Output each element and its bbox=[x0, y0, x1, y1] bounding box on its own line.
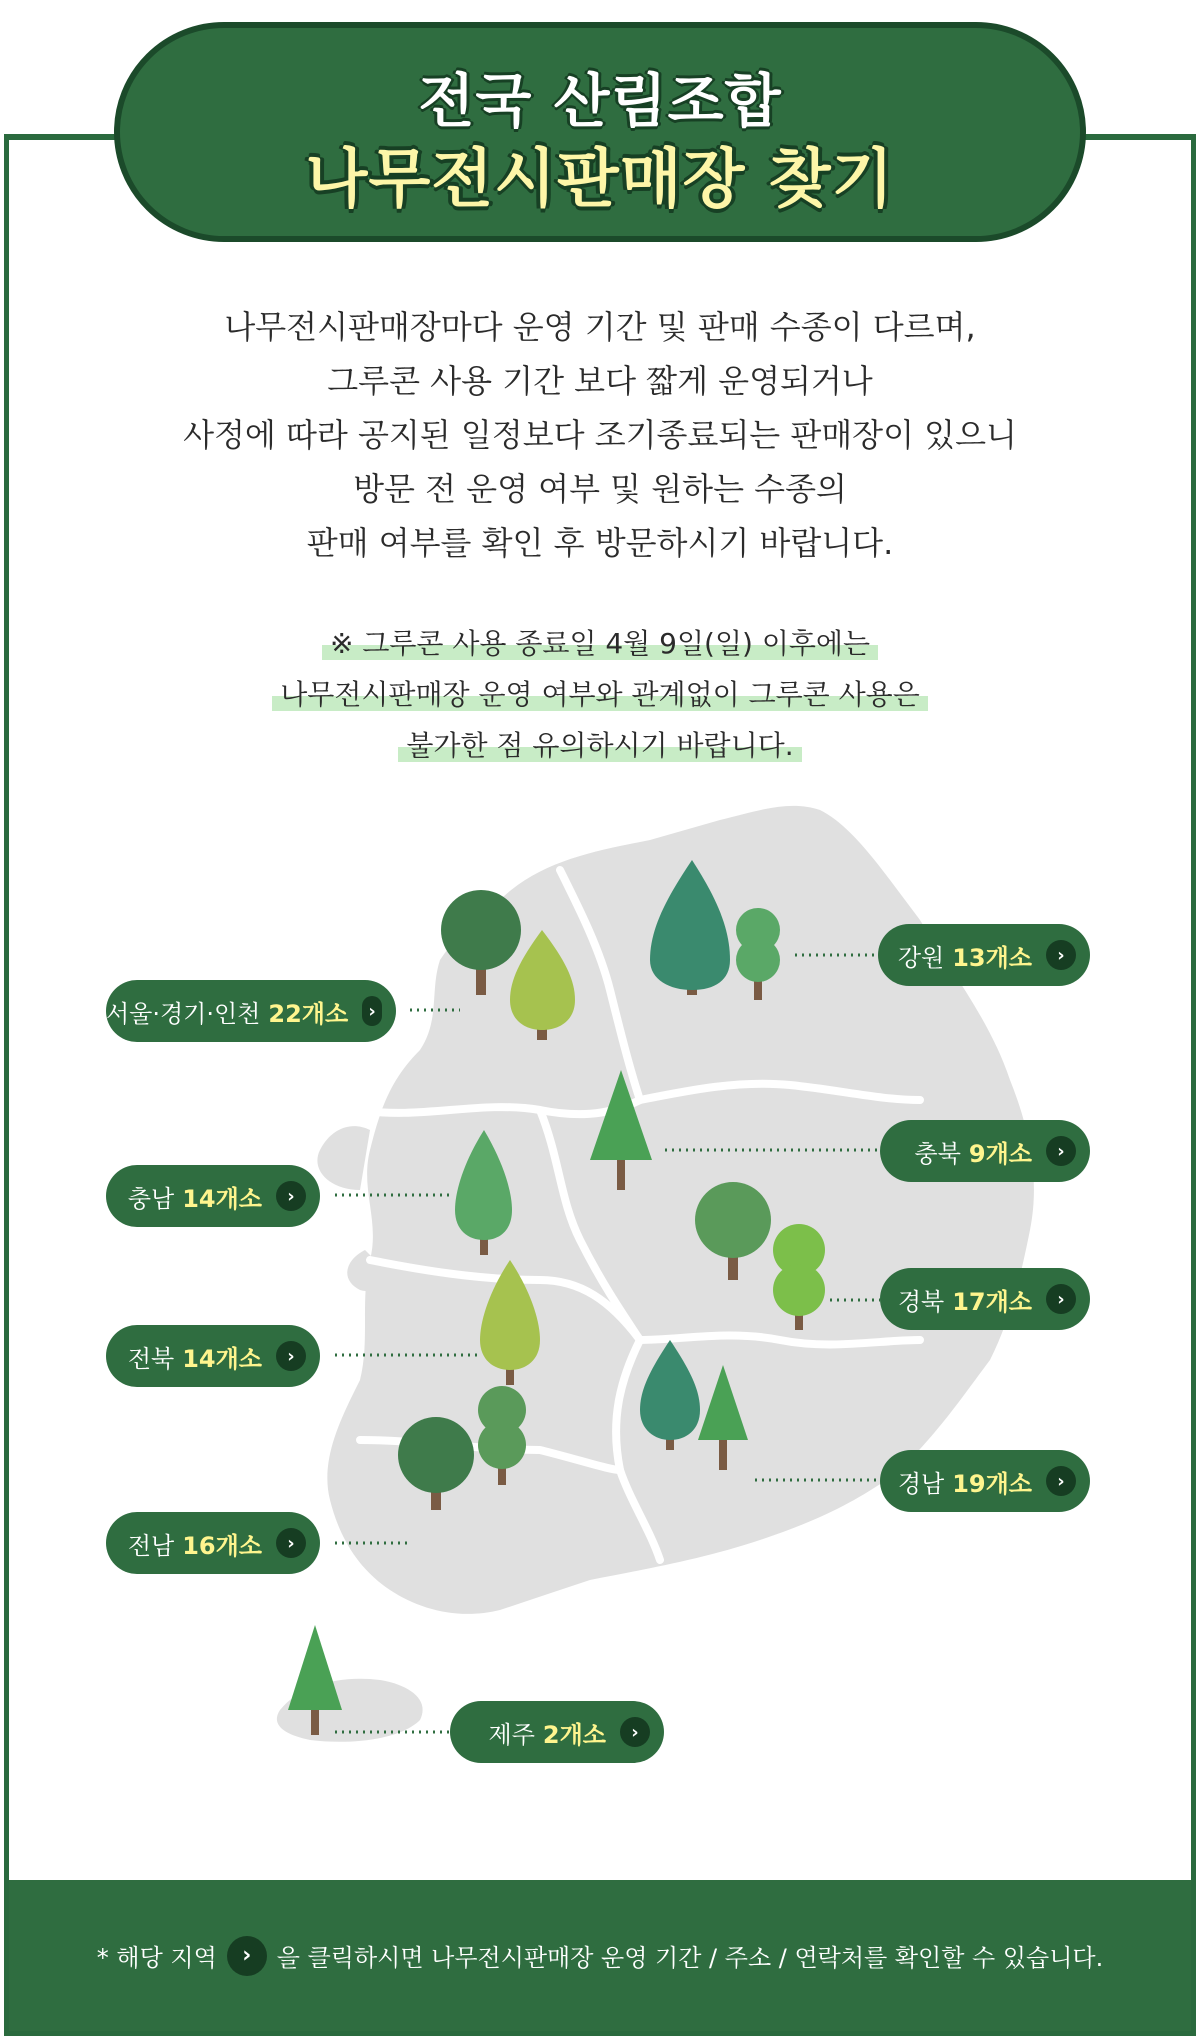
region-count: 22개소 bbox=[268, 999, 349, 1028]
footer-suffix: 을 클릭하시면 나무전시판매장 운영 기간 / 주소 / 연락처를 확인할 수 있습니다. bbox=[276, 1944, 1104, 1972]
region-label: 충남 bbox=[127, 1184, 175, 1213]
region-label: 서울·경기·인천 bbox=[106, 999, 261, 1028]
region-count: 17개소 bbox=[952, 1287, 1032, 1316]
title-line-1: 전국 산림조합 bbox=[418, 67, 782, 135]
chevron-right-icon: › bbox=[276, 1181, 306, 1211]
region-button-chungnam[interactable] bbox=[106, 1165, 320, 1227]
region-count: 16개소 bbox=[182, 1531, 262, 1560]
region-count: 9개소 bbox=[968, 1139, 1032, 1168]
region-count: 2개소 bbox=[542, 1720, 606, 1749]
intro-line: 판매 여부를 확인 후 방문하시기 바랍니다. bbox=[306, 524, 894, 562]
region-count: 13개소 bbox=[952, 943, 1032, 972]
intro-line: 사정에 따라 공지된 일정보다 조기종료되는 판매장이 있으니 bbox=[183, 416, 1017, 454]
region-button-jeonnam[interactable] bbox=[106, 1512, 320, 1574]
region-count: 14개소 bbox=[182, 1184, 262, 1213]
region-button-gyeongnam[interactable] bbox=[880, 1450, 1090, 1512]
footer-note bbox=[9, 1880, 1191, 2031]
region-label: 제주 bbox=[488, 1720, 535, 1749]
region-button-gyeongbuk[interactable] bbox=[880, 1268, 1090, 1330]
region-label: 전남 bbox=[127, 1531, 175, 1560]
chevron-right-icon: › bbox=[362, 996, 382, 1026]
region-button-seoul[interactable] bbox=[106, 980, 396, 1042]
notice-line: ※ 그루콘 사용 종료일 4월 9일(일) 이후에는 bbox=[322, 627, 878, 660]
region-count: 14개소 bbox=[182, 1344, 262, 1373]
region-count: 19개소 bbox=[952, 1469, 1032, 1498]
chevron-right-icon: › bbox=[1046, 1284, 1076, 1314]
intro-line: 그루콘 사용 기간 보다 짧게 운영되거나 bbox=[327, 362, 873, 400]
notice-line: 불가한 점 유의하시기 바랍니다. bbox=[398, 729, 801, 762]
region-label: 강원 bbox=[897, 943, 945, 972]
chevron-right-icon: › bbox=[276, 1528, 306, 1558]
west-coast-shape bbox=[317, 1126, 370, 1190]
chevron-right-icon: › bbox=[620, 1717, 650, 1747]
chevron-right-icon: › bbox=[1046, 1136, 1076, 1166]
region-button-chungbuk[interactable] bbox=[880, 1120, 1090, 1182]
notice-line: 나무전시판매장 운영 여부와 관계없이 그루콘 사용은 bbox=[272, 678, 928, 711]
region-label: 경남 bbox=[897, 1469, 945, 1498]
chevron-right-icon: › bbox=[227, 1936, 267, 1976]
region-label: 경북 bbox=[897, 1287, 945, 1316]
chevron-right-icon: › bbox=[276, 1341, 306, 1371]
title-line-2: 나무전시판매장 찾기 bbox=[305, 143, 895, 217]
region-button-jeonbuk[interactable] bbox=[106, 1325, 320, 1387]
chevron-right-icon: › bbox=[1046, 1466, 1076, 1496]
notice-text bbox=[0, 618, 1200, 771]
region-button-gangwon[interactable] bbox=[878, 924, 1090, 986]
intro-line: 나무전시판매장마다 운영 기간 및 판매 수종이 다르며, bbox=[224, 308, 976, 346]
chevron-right-icon: › bbox=[1046, 940, 1076, 970]
footer-prefix: * 해당 지역 bbox=[96, 1944, 217, 1972]
intro-text bbox=[0, 300, 1200, 570]
region-label: 전북 bbox=[127, 1344, 175, 1373]
region-button-jeju[interactable] bbox=[450, 1701, 664, 1763]
region-label: 충북 bbox=[914, 1139, 961, 1168]
intro-line: 방문 전 운영 여부 및 원하는 수종의 bbox=[353, 470, 847, 508]
